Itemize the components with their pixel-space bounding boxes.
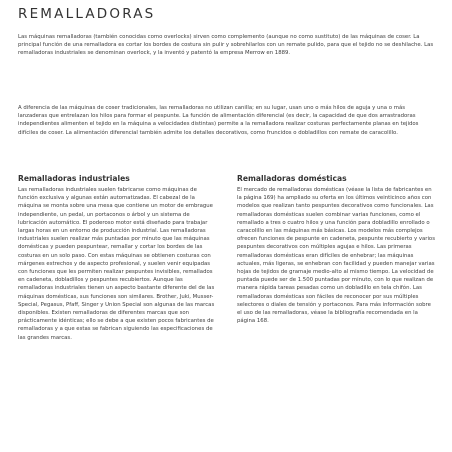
domestic-section (237, 174, 437, 325)
intro-paragraph-2: A diferencia de las máquinas de coser tradicionales, las remalladoras no utilizan canilla; en su lugar, usan uno o más hilos de aguja y una o más lanzaderas que entrelazan los hilos para formar el pespunte. La función de alimentación diferencial (es decir, la capacidad de que dos arrastradoras independientes alimenten el tejido en la máquina a velocidades distintas) permite a la remalladora realizar costuras perfectamente planas en tejidos difíciles de coser. La alimentación diferencial también admite los detalles decorativos, como fruncidos o dobladillos con remate de caracolillo. (18, 105, 419, 136)
domestic-body: El mercado de remalladoras domésticas (véase la lista de fabricantes en la página 169) ha ampliado su oferta en los últimos veinticinco años con modelos que realizan tanto pespuntes decorativos como funcionales. Las remalladoras domésticas suelen combinar varias funciones, como el remallado a tres o cuatro hilos y una función para dobladillo enrollado o caracolillo en las máquinas más básicas. Los modelos más complejos ofrecen funciones de pespunte en cadeneta, pespunte recubierto y varios pespuntes decorativos con múltiples agujas e hilos. Las primeras remalladoras domésticas eran difíciles de enhebrar; las máquinas actuales, más ligeras, se enhebran con facilidad y pueden manejar varias hojas de tejidos de gramaje medio-alto al mismo tiempo. La velocidad de puntada puede ser de 1.500 puntadas por minuto, con lo que realizan de manera rápida tareas pesadas como un dobladillo en tela chifón. Las remalladoras domésticas son fáciles de reconocer por sus múltiples selectores o diales de tensión y portaconos. Para más información sobre el uso de las remalladoras, véase la bibliografía recomendada en la página 168. (237, 187, 435, 325)
intro-paragraph-1: Las máquinas remalladoras (también conocidas como overlocks) sirven como complemento (aunque no como sustituto) de las máquinas de coser. La principal función de una remalladora es cortar los bordes de costura sin pulir y sobrehilarlos con un remate pulido, para que el tejido no se deshilache. Las remalladoras industriales se denominan overlock, y la inventó y patentó la empresa Merrow en 1889. (18, 34, 434, 57)
domestic-heading: Remalladoras domésticas (237, 174, 347, 183)
industrial-section (18, 174, 218, 342)
industrial-body: Las remalladoras industriales suelen fabricarse como máquinas de función exclusiva y algunas están automatizadas. El cabezal de la máquina se monta sobre una mesa que contiene un motor de embrague independiente, un pedal, un portaconos o árbol y un sistema de lubricación automático. El poderoso motor está diseñado para trabajar largas horas en un entorno de producción industrial. Las remalladoras industriales suelen realizar más puntadas por minuto que las máquinas domésticas y pueden pespuntear, remallar y cortar los bordes de las costuras en un solo paso. Con estas máquinas se obtienen costuras con márgenes estrechos y de aspecto profesional, y suelen venir equipadas con funciones que les permiten realizar pespuntes invisibles, remallados en cadeneta, dobladillos y pespuntes recubiertos. Aunque las remalladoras industriales tienen un aspecto bastante diferente del de las máquinas domésticas, sus funciones son similares. Brother, Juki, Musser-Special, Pegasus, Pfaff, Singer y Union Special son algunas de las marcas disponibles. Existen remalladoras de diferentes marcas que son prácticamente idénticas; ello se debe a que existen pocos fabricantes de remalladoras y a que estas se fabrican siguiendo las especificaciones de las grandes marcas. (18, 187, 215, 341)
industrial-heading: Remalladoras industriales (18, 174, 130, 183)
page-title: REMALLADORAS (18, 6, 156, 22)
